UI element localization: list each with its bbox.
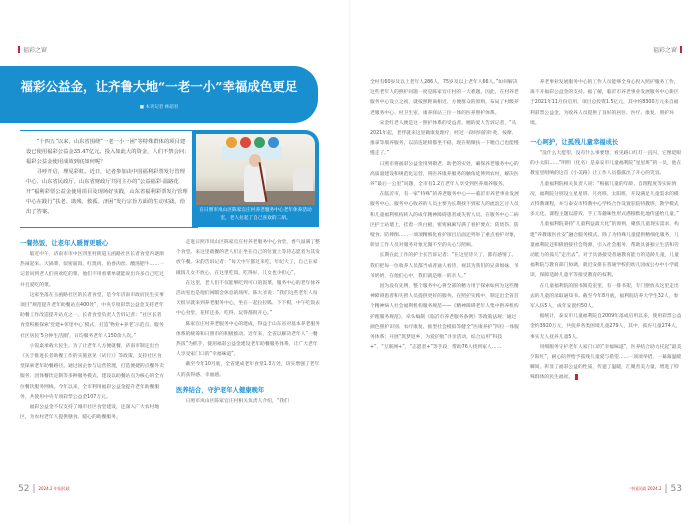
running-head-left bbox=[18, 45, 47, 54]
body-paragraph: 在儿童福利院的图书阅览室里，有一排书架，专门摆放从这里走出去的儿童的录取通知书。截至今年8月底，福利院培养大学生32人，参军入伍5人，成年安置约50人。 bbox=[530, 283, 679, 310]
article-byline: ■ 本刊记者 林超君 bbox=[139, 105, 179, 110]
section-marker-icon bbox=[680, 46, 682, 53]
page-number: 53 bbox=[670, 484, 682, 494]
section-heading: 医养结合，守护老年人健康晚年 bbox=[176, 386, 265, 394]
running-head-text: 福彩之窗 bbox=[23, 47, 48, 54]
body-paragraph: 福彩公益金不仅支持了城市社区食堂建设，还深入广大农村地区，为农村老年人提供膳食、暖心的助餐服务。 bbox=[20, 405, 160, 421]
end-mark-icon bbox=[575, 374, 578, 380]
intro-box bbox=[20, 130, 198, 228]
issue-label: 中国民政 2024.2 bbox=[630, 486, 662, 491]
footer-left bbox=[18, 484, 70, 494]
right-column-1 bbox=[370, 78, 520, 464]
body-paragraph: 截至今年10月底，全省建成老年食堂1.3万处，切实增强了老年人的获得感、幸福感。 bbox=[176, 362, 320, 378]
body-paragraph: 日照市岚山区陈家官庄村相关负责人介绍，“我们 bbox=[185, 398, 289, 404]
article-photo-frame bbox=[192, 130, 319, 227]
body-paragraph: 走进日照市岚山区陈家官庄村养老服务中心食堂，香气溢满了整个食堂。来这里就餐的老人们正坐在自己的位置上等待志愿者为其发放午餐。宋韵告诉记者：“每天中午都过来吃，年纪大了，自己在家做饭儿女不放心，在这里吃饭，吃得好，儿女也少担心”。 bbox=[176, 240, 320, 276]
body-paragraph: 日照市将福彩公益金用到敬老、助老的实处，确保养老服务中心的高质量建设和规范化运营，将医养康养服务的触角延伸到农村，解决医养“最后一公里”问题，全市有1.2万老年人享受到医养康养服务。 bbox=[370, 161, 519, 188]
body-paragraph: 宋金红老人便是这一照护体系的受益者。她的爱人告诉记者，“从2021年起，老伴就来这里做康复理疗，经过一段时间的针灸、按摩、推拿等康养服务，以前连轮椅都坐不稳，现在稍微扶一下她自己也能慢慢走了。” bbox=[370, 120, 519, 157]
section-heading: 一心呵护，让孤残儿童幸福成长 bbox=[530, 139, 619, 147]
body-paragraph: 儿童福利院秉持“儿童利益最大化”的原则，聚焦儿童现实需求，构建“养教康医社安”融合服务模式。除了为特殊儿童提供精细化服务，儿童福利院还积极链接社会资源，引入社会服务，帮助具备独立生活和劳动能力的孤儿“走出去”。对于具备接受普通教育能力的适龄儿童，儿童福利院与教育部门协调，就近安排在普通学校的幼儿园或公办中小学就读，保障适龄儿童平等接受教育的权利。 bbox=[530, 222, 679, 279]
body-paragraph: 陈家官庄村养老服务中心的建成，得益于山东省对基本养老服务体系的统筹和日照市的积极推动。近年来，全省以解决老年人“一餐热饭”为抓手，使用福彩公益金建设老年助餐服务体系，让广大老年人享受家门口的“幸福味道”。 bbox=[176, 321, 320, 358]
left-column-1 bbox=[20, 238, 166, 446]
article-photo bbox=[196, 134, 315, 205]
running-head-right bbox=[653, 45, 682, 54]
footer-right bbox=[630, 484, 682, 494]
body-paragraph-text: 用细服务守护老年人家门口的“幸福味道”，医养结合助力托起“最美夕阳红”，耐心陪伴给予孤残儿童爱与希望……一项项举措、一幕幕温暖瞬间，彰显了福彩公益的性质，传递了温暖，汇聚善美力量，增进了特殊群体的民生福祉。 bbox=[530, 344, 682, 381]
body-paragraph: 长期在此工作的护士长告诉记者：“在这里待久了，都有感情了。我们把每一位收养人员都当成普通人看待，视其为我们的兄弟姐妹、爷爷奶奶，在他们心中，我们就是唯一的亲人。” bbox=[370, 253, 519, 279]
body-paragraph: 全村有60岁及以上老年人286人，75岁及以上老年人66人。”如何解决这些老年人的照护问题一度是陈家官庄村的一大难题。因此，在村养老服务中心设立之初，就按照距离相近、方便群众的原则，布局了村级养老服务中心、村卫生室、康养驿站三位一体的医养照护体系。 bbox=[370, 80, 519, 116]
body-paragraph: 在临沂市，有一家“特殊”的养老服务中心——临沂市养老事业发展服务中心。服务中心收养的人员主要为长期找不到家人的流浪乞讨人员和儿童福利机构转入的成年精神障碍患者或失智人员。在服务中心二病区护士站墙上，挂着一块白板，密密麻麻写满了看护要点：防烫伤、防噎食、防摔倒……一项项精细化看护项目后面还列举了重点看护对象，彰显工作人员对服务对象无微不至的关心与照顾。 bbox=[370, 192, 519, 249]
body-paragraph: 临近中午，济南市市中区四里村街道玉函路社区长者食堂内逐渐热闹起来。大锅菜、似密面饭、红烧肉、鱼香肉丝、酸汤肥牛……一记者问到老人们喜欢吃的菜，他们不用看菜单就能说出许多自己吃过并且爱吃的菜。 bbox=[20, 252, 164, 288]
body-paragraph: “没什么大愿望，没有什么事要想，看见路口红灯一直闪，它像眨眼的小太阳……”明明（化名）是泰安市儿童福利院“星星班”的一员，他在教室里唱响的这首《小美路》让工作人员都露出了开心的笑容。 bbox=[530, 151, 682, 177]
article-title: 福彩公益金，让齐鲁大地“一老一小”幸福成色更足 bbox=[20, 79, 298, 94]
body-paragraph: 养老事业发展服务中心的工作人员能够全身心投入照护服务工作，离不开福彩公益金的支持。据了解，临沂市养老事业发展服务中心新区于2021年11月份启用，项目总投资1.5亿元，其中约8300万元来自福利彩票公益金，为收养人员提供了良好的居住、医疗、康复、照护环境。 bbox=[530, 80, 679, 126]
right-column-2 bbox=[530, 78, 682, 464]
body-paragraph: 在这里，老人们不仅能够吃到可口的饭菜，服务中心的老年休养活动室也是他们闲暇会休息的场所。陈大爷说：“我们这些老年人每天很早就来到养老服务中心，坐在一起拉拉呱、下下棋，中午吃饭去中心食堂，花样还多，吃得、玩得都很开心。” bbox=[176, 280, 320, 317]
page-gutter bbox=[349, 0, 351, 524]
running-head-text: 福彩之窗 bbox=[652, 47, 677, 54]
section-marker-icon bbox=[18, 46, 20, 53]
body-paragraph: 儿童福利院相关负责人说：“根据儿童的年龄、自理程度等实际情况，福利院分别设立星星班、月亮班、太阳班，开设满足儿童需求的模式特教课程，并与泰安市特教中心学校合作设置驻院特教班，教学模式多元化，课程主题以游戏、手工等趣味性形式潜移默化地传递给儿童。” bbox=[530, 181, 679, 218]
title-banner bbox=[0, 66, 318, 123]
body-paragraph: 据统计，泰安市儿童福利院自2009年落成启用以来，使用彩票公益金约3920万元，共抚养各类困境儿童279人，其中，孤弃儿童274人，事实无人抚养儿童5人。 bbox=[530, 314, 682, 340]
intro-paragraph: 寻呼开启，理见彩虹。近日，记者参加由中国福利彩票发行管理中心、山东省民政厅、山东省财政厅共同主办的“公益福彩·温路花开”福利彩票公益金使用项目及现场好实践，山东省福利彩票发行管理中心在践行“扶老、助残、救孤、济困”发行宗旨方面的生动实践，给出了答案。 bbox=[26, 169, 188, 215]
body-paragraph: 因为没有先例，整个服务中心将全部的精力用于探索如何为这些精神障碍患者和失智人员提供更好的服务。在照护实践中，制定出全省首个精神病人社会福利机构服务规范——《精神障碍老年人集中供养机构护理服务规范》，牵头编制《临沂市养老服务条例》等政策法规；通过颜色照护识别、农疗康复、推型社会模拟等健全“医康养护”四位一体服务体系；开展“筑梦返乡，为爱护航”寻亲活动，综合运用“科技+”、“互联网+”、“志愿者+”等手段，帮助76人找到家人…… bbox=[370, 284, 519, 351]
footer-divider: | bbox=[664, 484, 668, 494]
body-paragraph: 小饭桌承载大民生。为了让老年人方便就餐，济南市制定出台《关于推进长者助餐工作的实施意见（试行）》等政策，支持社区食堂探索老年助餐路径。通过国企参与运营管理，打造便捷的点餐外卖服务、团体餐饮定制等多种服务模式，建设以助餐站点为核心的全方位餐饮服务网线。今年以来，全市利用福彩公益金提升老年助餐服务，共使用中央专项彩票公益金107万元。 bbox=[20, 343, 164, 400]
body-paragraph bbox=[530, 343, 682, 384]
issue-label: 2024.2 中国民政 bbox=[38, 486, 70, 491]
photo-caption: 在日照市岚山区陈家官庄村养老服务中心老年休养活动室，老人拉起了自己喜欢的二胡。 bbox=[199, 208, 312, 221]
footer-divider: | bbox=[32, 484, 36, 494]
section-heading: 一餐热饭，让老年人暖胃更暖心 bbox=[20, 240, 109, 247]
left-column-2 bbox=[176, 238, 322, 446]
body-paragraph: 这家坐落在玉函路社区的长者食堂，是今年济南市政府民生实事项目“规范提升老年助餐站点400处”，中央专项彩票公益金支持老年助餐工作改造提升站点之一。长者食堂负责人告诉记者：“社区长者食堂积极探索‘党建+邻里中心’模式，打造‘物业+养老’示范点，服务社区居民‘5分钟生活圈’，日均服务老年人150余人次。” bbox=[20, 292, 164, 339]
intro-paragraph: “十四五”以来，山东省围绕“一老一小一困”等特殊群体的项目建设已使用福彩公益金35.47亿元。投入如此大的资金，人们不禁会问：福彩公益金使用成效到底如何呢？ bbox=[26, 139, 190, 165]
page-number: 52 bbox=[18, 484, 30, 494]
